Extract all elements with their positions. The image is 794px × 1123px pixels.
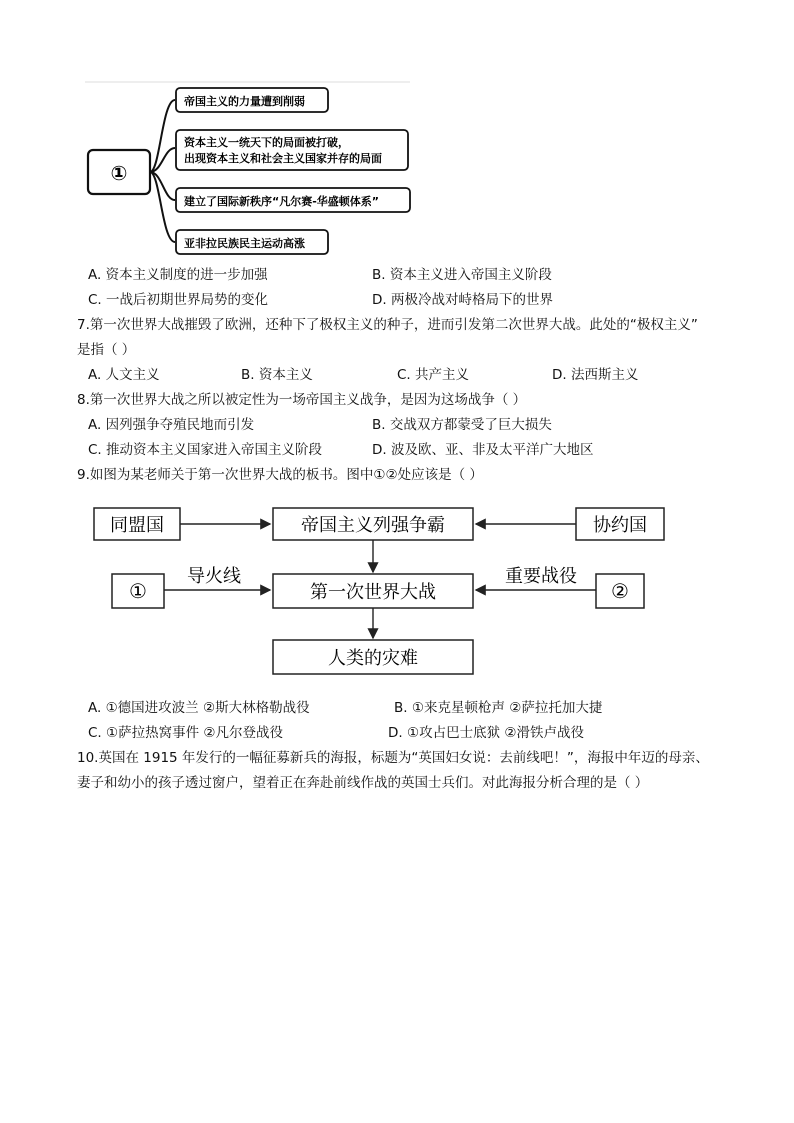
q8-option-a[interactable]: A. 因列强争夺殖民地而引发 <box>88 417 255 433</box>
branch-label: 帝国主义的力量遭到削弱 <box>184 95 305 108</box>
q8-option-c[interactable]: C. 推动资本主义国家进入帝国主义阶段 <box>88 442 323 458</box>
label-human-disaster: 人类的灾难 <box>328 648 418 669</box>
q9-option-c[interactable]: C. ①萨拉热窝事件 ②凡尔登战役 <box>88 725 284 741</box>
q7-option-a[interactable]: A. 人文主义 <box>88 367 160 383</box>
q8-option-d[interactable]: D. 波及欧、亚、非及太平洋广大地区 <box>372 442 594 458</box>
center-label: ① <box>110 161 128 185</box>
branch-label: 亚非拉民族民主运动高涨 <box>184 237 305 250</box>
q6-option-c[interactable]: C. 一战后初期世界局势的变化 <box>88 292 269 308</box>
q7-stem-line1: 7.第一次世界大战摧毁了欧洲，还种下了极权主义的种子，进而引发第二次世界大战。此处的“极权主义” <box>77 317 698 333</box>
branch-label: 建立了国际新秩序“凡尔赛-华盛顿体系” <box>184 195 380 208</box>
branch-label: 资本主义一统天下的局面被打破， <box>184 136 349 149</box>
label-world-war-one: 第一次世界大战 <box>310 582 436 603</box>
branch-label: 出现资本主义和社会主义国家并存的局面 <box>184 152 382 165</box>
q9-stem: 9.如图为某老师关于第一次世界大战的板书。图中①②处应该是（ ） <box>77 467 483 483</box>
q7-option-b[interactable]: B. 资本主义 <box>241 367 313 383</box>
label-imperialist-rivalry: 帝国主义列强争霸 <box>301 515 445 536</box>
q6-option-a[interactable]: A. 资本主义制度的进一步加强 <box>88 267 268 283</box>
q9-option-d[interactable]: D. ①攻占巴士底狱 ②滑铁卢战役 <box>388 725 584 741</box>
q10-stem-line1: 10.英国在 1915 年发行的一幅征募新兵的海报，标题为“英国妇女说：去前线吧！”，海报中年迈的母亲、 <box>77 750 709 766</box>
branch-connector <box>150 172 175 242</box>
q10-stem-line2: 妻子和幼小的孩子透过窗户，望着正在奔赴前线作战的英国士兵们。对此海报分析合理的是（ ） <box>77 775 649 791</box>
q8-option-b[interactable]: B. 交战双方都蒙受了巨大损失 <box>372 417 552 433</box>
label-fuse: 导火线 <box>187 566 241 587</box>
q6-option-d[interactable]: D. 两极冷战对峙格局下的世界 <box>372 292 553 308</box>
label-key-battle: 重要战役 <box>505 566 577 587</box>
mind-map-diagram <box>80 80 420 260</box>
q8-stem: 8.第一次世界大战之所以被定性为一场帝国主义战争，是因为这场战争（ ） <box>77 392 527 408</box>
label-central-powers: 同盟国 <box>110 515 164 536</box>
q9-option-b[interactable]: B. ①来克星顿枪声 ②萨拉托加大捷 <box>394 700 603 716</box>
q6-option-b[interactable]: B. 资本主义进入帝国主义阶段 <box>372 267 552 283</box>
label-entente: 协约国 <box>593 515 647 536</box>
q7-option-d[interactable]: D. 法西斯主义 <box>552 367 639 383</box>
label-blank-1: ① <box>129 579 147 603</box>
q9-option-a[interactable]: A. ①德国进攻波兰 ②斯大林格勒战役 <box>88 700 310 716</box>
board-notes-diagram <box>88 500 678 680</box>
label-blank-2: ② <box>611 579 629 603</box>
q7-option-c[interactable]: C. 共产主义 <box>397 367 470 383</box>
q7-stem-line2: 是指（ ） <box>77 342 136 358</box>
